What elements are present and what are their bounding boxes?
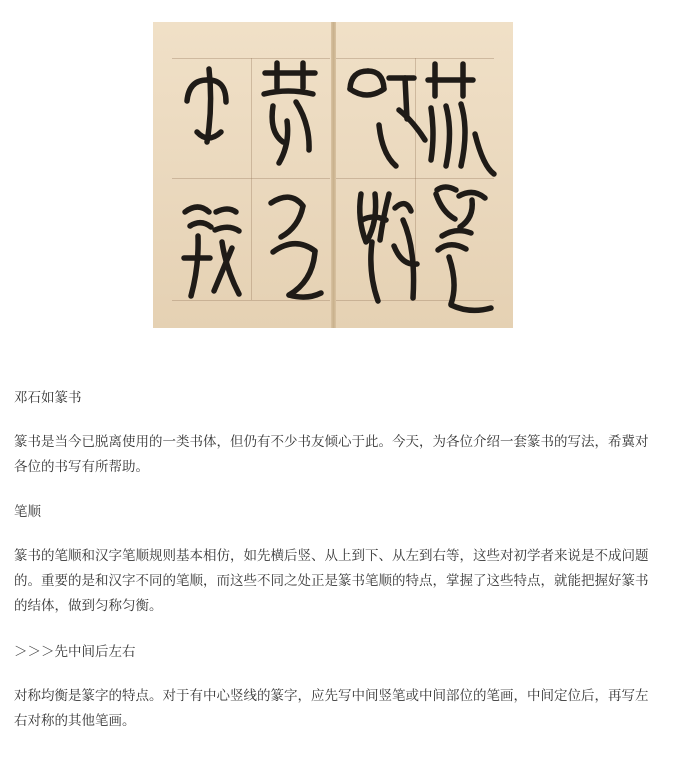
section-title-block: [14, 500, 659, 525]
seal-character: [184, 207, 239, 296]
image-caption-block: [14, 386, 659, 411]
caption-text: 邓石如篆书: [14, 390, 82, 406]
seal-character: [360, 194, 417, 301]
seal-character: [428, 64, 494, 174]
section-paragraph: [14, 544, 659, 619]
section-title: 笔顺: [14, 504, 41, 520]
seal-character: [350, 71, 425, 166]
subheading-body-text: 对称均衡是篆字的特点。对于有中心竖线的篆字，应先写中间竖笔或中间部位的笔画，中间定位后，再写左右对称的其他笔画。: [14, 688, 649, 729]
subheading-block: [14, 640, 659, 665]
seal-character: [436, 187, 491, 310]
subheading-paragraph: [14, 684, 659, 734]
seal-character: [271, 197, 321, 297]
seal-script-characters: [153, 22, 513, 328]
section-body-text: 篆书的笔顺和汉字笔顺规则基本相仿，如先横后竖、从上到下、从左到右等，这些对初学者来说是不成问题的。重要的是和汉字不同的笔顺，而这些不同之处正是篆书笔顺的特点，掌握了这些特点，就能把握好篆书的结体，做到匀称匀衡。: [14, 548, 649, 614]
seal-character: [264, 63, 315, 163]
intro-text: 篆书是当今已脱离使用的一类书体，但仍有不少书友倾心于此。今天，为各位介绍一套篆书的写法，希冀对各位的书写有所帮助。: [14, 434, 649, 475]
seal-character: [187, 69, 226, 142]
calligraphy-image: [153, 22, 513, 328]
intro-paragraph: [14, 430, 659, 480]
subheading-text: ＞＞＞先中间后左右: [14, 644, 136, 660]
